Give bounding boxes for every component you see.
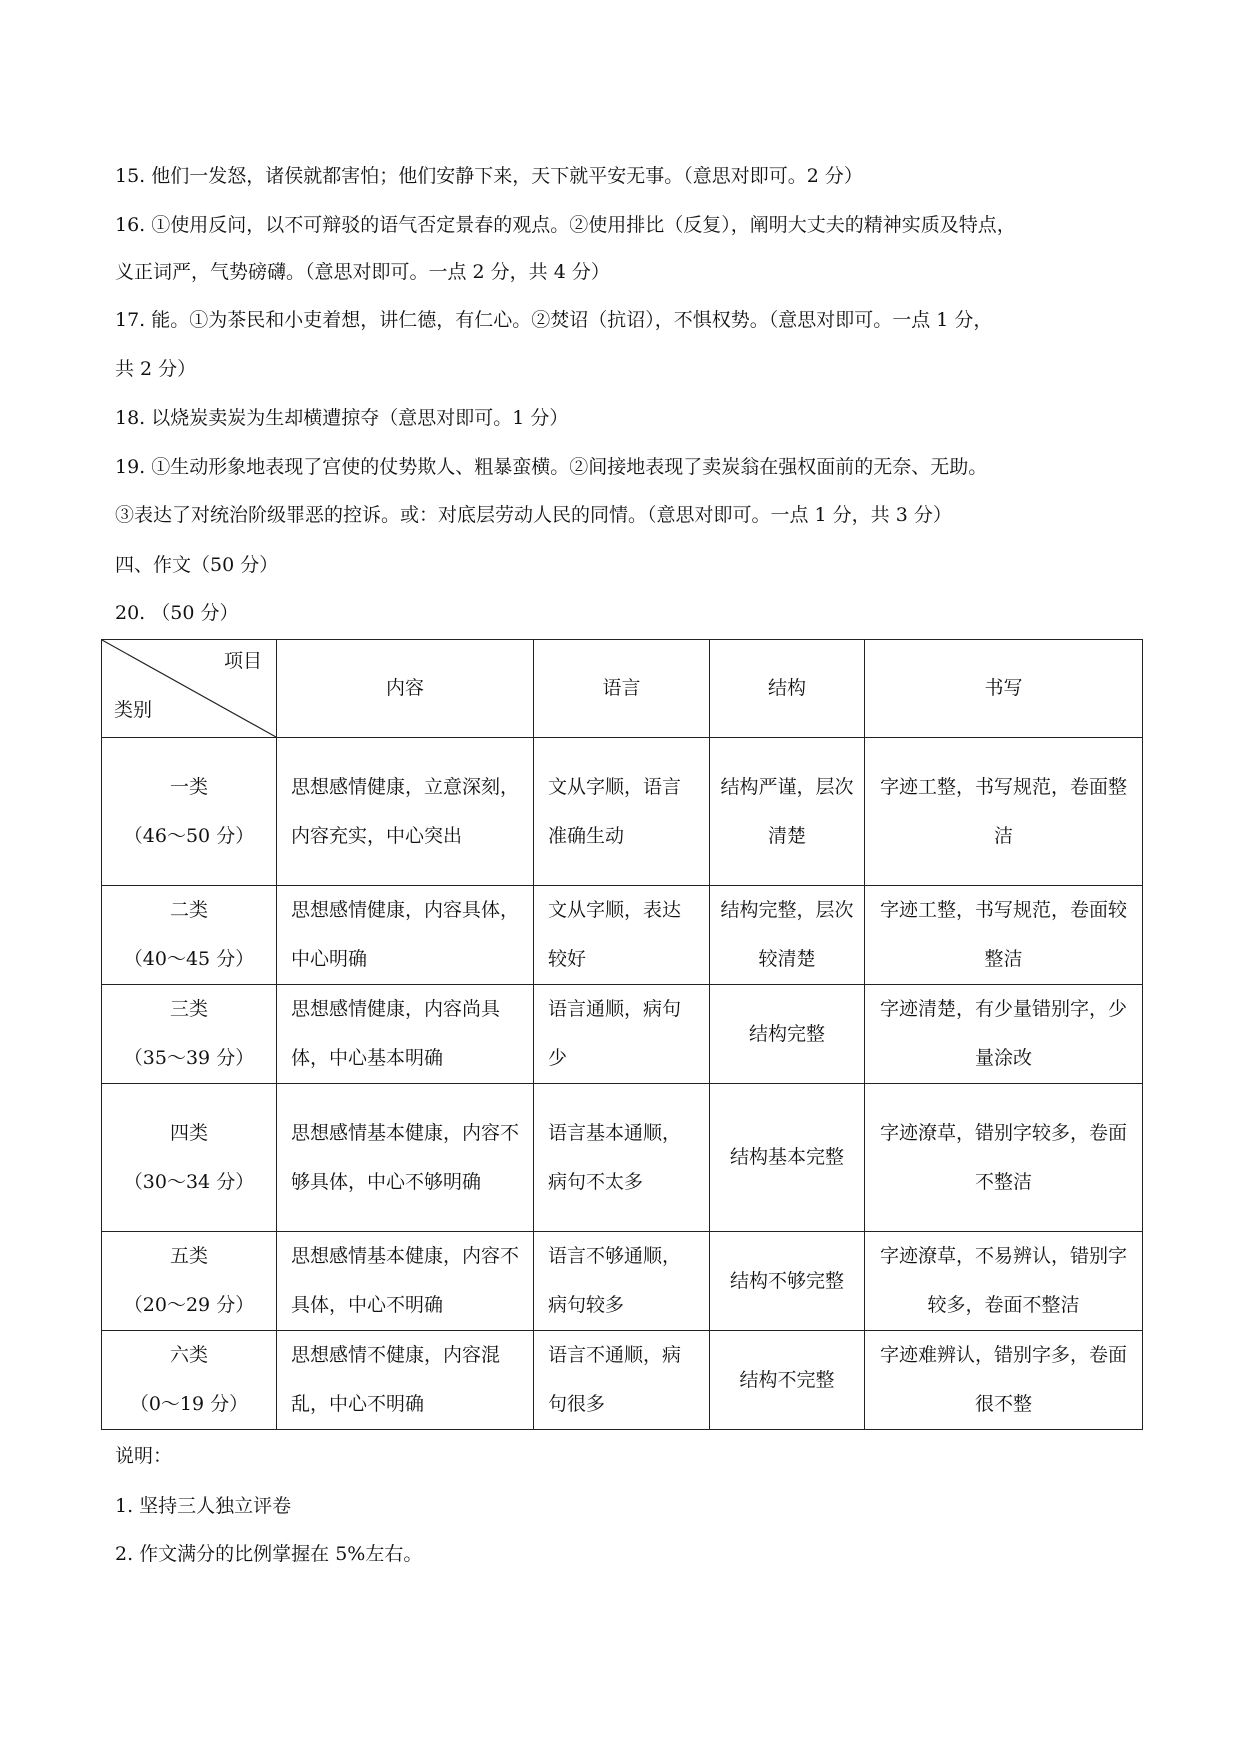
writing-cell: 字迹工整，书写规范，卷面整洁 <box>865 738 1143 886</box>
language-cell: 文从字顺，表达较好 <box>534 886 710 985</box>
corner-bottom-label: 类别 <box>114 699 153 721</box>
table-row <box>102 886 1143 985</box>
category-cell <box>102 1232 277 1331</box>
answer-15: 15. 他们一发怒，诸侯就都害怕；他们安静下来，天下就平安无事。（意思对即可。2 分） <box>115 165 863 187</box>
header-structure: 结构 <box>710 640 865 738</box>
content-cell: 思想感情基本健康，内容不具体，中心不明确 <box>277 1232 534 1331</box>
content-cell: 思想感情不健康，内容混乱，中心不明确 <box>277 1331 534 1430</box>
section-heading: 四、作文（50 分） <box>115 554 279 576</box>
header-language: 语言 <box>534 640 710 738</box>
table-row <box>102 738 1143 886</box>
structure-cell: 结构完整，层次较清楚 <box>710 886 865 985</box>
table-row <box>102 1331 1143 1430</box>
answer-17-line-1: 17. 能。①为茶民和小吏着想，讲仁德，有仁心。②焚诏（抗诏），不惧权势。（意思对即可。一点 1 分， <box>115 309 993 331</box>
category-name: 三类 <box>169 998 208 1020</box>
category-name: 四类 <box>169 1121 208 1144</box>
note-item: 2. 作文满分的比例掌握在 5%左右。 <box>115 1543 423 1565</box>
writing-cell: 字迹清楚，有少量错别字，少量涂改 <box>865 985 1143 1084</box>
answer-17-line-2: 共 2 分） <box>115 358 197 380</box>
category-name: 五类 <box>169 1245 208 1267</box>
answer-18: 18. 以烧炭卖炭为生却横遭掠夺（意思对即可。1 分） <box>115 407 569 429</box>
category-cell <box>102 738 277 886</box>
category-range: （40～45 分） <box>123 948 255 970</box>
category-cell <box>102 886 277 985</box>
language-cell: 语言通顺，病句少 <box>534 985 710 1084</box>
header-writing: 书写 <box>865 640 1143 738</box>
notes-title: 说明： <box>115 1445 173 1467</box>
structure-cell: 结构不够完整 <box>710 1232 865 1331</box>
category-range: （46～50 分） <box>123 824 255 847</box>
structure-cell: 结构完整 <box>710 985 865 1084</box>
table-row <box>102 1232 1143 1331</box>
category-range: （35～39 分） <box>123 1047 255 1069</box>
writing-cell: 字迹潦草，不易辨认，错别字较多，卷面不整洁 <box>865 1232 1143 1331</box>
answer-16-line-1: 16. ①使用反问，以不可辩驳的语气否定景春的观点。②使用排比（反复），阐明大丈夫的精神实质及特点， <box>115 214 1016 236</box>
table-header-row <box>102 640 1143 738</box>
content-cell: 思想感情基本健康，内容不够具体，中心不够明确 <box>277 1084 534 1232</box>
category-name: 二类 <box>169 899 208 921</box>
category-cell <box>102 1084 277 1232</box>
table-row <box>102 1084 1143 1232</box>
question-20: 20. （50 分） <box>115 602 239 624</box>
category-range: （20～29 分） <box>123 1294 255 1316</box>
language-cell: 语言不够通顺，病句较多 <box>534 1232 710 1331</box>
answer-19-line-1: 19. ①生动形象地表现了宫使的仗势欺人、粗暴蛮横。②间接地表现了卖炭翁在强权面前的无奈、无助。 <box>115 456 988 478</box>
corner-cell <box>102 640 277 738</box>
structure-cell: 结构严谨，层次清楚 <box>710 738 865 886</box>
answer-19-line-2: ③表达了对统治阶级罪恶的控诉。或：对底层劳动人民的同情。（意思对即可。一点 1 分，共 3 分） <box>115 504 952 526</box>
structure-cell: 结构基本完整 <box>710 1084 865 1232</box>
grading-table <box>101 639 1143 1430</box>
language-cell: 语言不通顺，病句很多 <box>534 1331 710 1430</box>
answer-16-line-2: 义正词严，气势磅礴。（意思对即可。一点 2 分，共 4 分） <box>115 261 610 283</box>
writing-cell: 字迹潦草，错别字较多，卷面不整洁 <box>865 1084 1143 1232</box>
header-content: 内容 <box>277 640 534 738</box>
corner-top-label: 项目 <box>223 650 262 672</box>
content-cell: 思想感情健康，内容具体，中心明确 <box>277 886 534 985</box>
note-item: 1. 坚持三人独立评卷 <box>115 1495 292 1517</box>
category-range: （30～34 分） <box>123 1170 255 1193</box>
category-name: 六类 <box>169 1344 208 1366</box>
structure-cell: 结构不完整 <box>710 1331 865 1430</box>
writing-cell: 字迹工整，书写规范，卷面较整洁 <box>865 886 1143 985</box>
language-cell: 语言基本通顺，病句不太多 <box>534 1084 710 1232</box>
category-cell <box>102 1331 277 1430</box>
content-cell: 思想感情健康，内容尚具体，中心基本明确 <box>277 985 534 1084</box>
category-cell <box>102 985 277 1084</box>
table-row <box>102 985 1143 1084</box>
category-name: 一类 <box>169 775 208 798</box>
writing-cell: 字迹难辨认，错别字多，卷面很不整 <box>865 1331 1143 1430</box>
content-cell: 思想感情健康，立意深刻，内容充实，中心突出 <box>277 738 534 886</box>
language-cell: 文从字顺，语言准确生动 <box>534 738 710 886</box>
category-range: （0～19 分） <box>129 1393 249 1415</box>
